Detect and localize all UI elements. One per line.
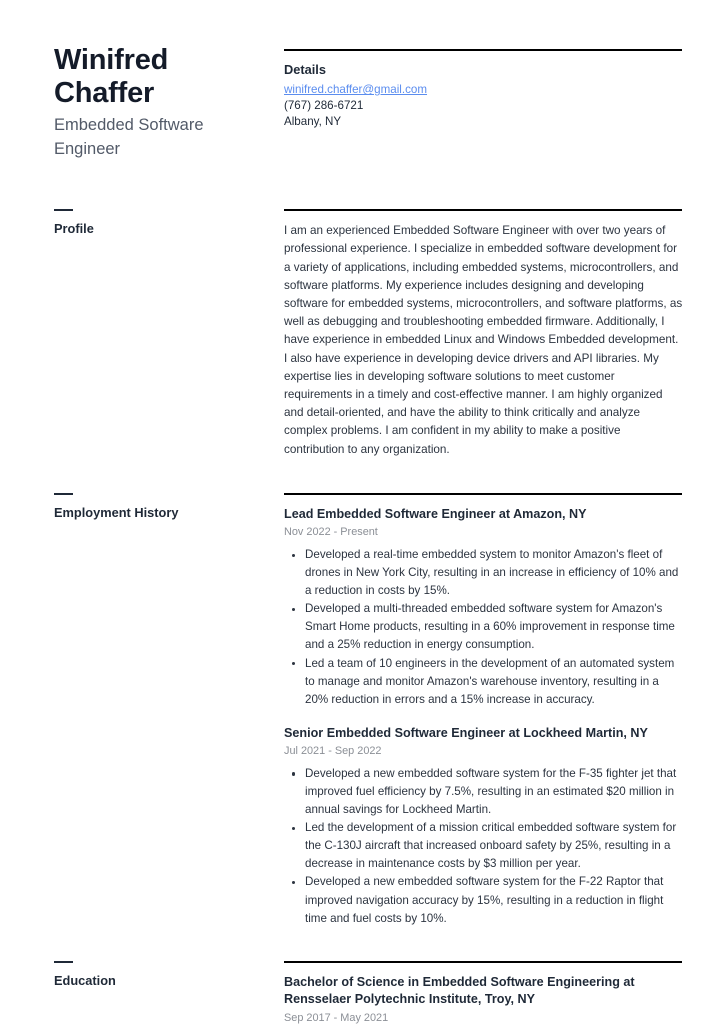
details-location: Albany, NY <box>284 114 342 128</box>
employment-divider <box>284 493 682 495</box>
details-divider <box>284 49 682 51</box>
list-item: Developed a multi-threaded embedded software system for Amazon's Smart Home products, resulting in a 60% improvement in response time and a 25% reduction in energy consumption. <box>284 600 684 654</box>
profile-sidebar-label <box>54 209 284 459</box>
employment-bullet-list <box>284 546 684 709</box>
education-sidebar-label <box>54 961 284 1026</box>
education-content <box>284 961 682 1026</box>
sidebar-item-label: Employment History <box>54 504 179 520</box>
dash-marker-icon <box>54 493 73 495</box>
header-identity <box>54 44 284 161</box>
profile-paragraph: I am an experienced Embedded Software Engineer with over two years of professional experience. I specialize in embedded software development for a variety of applications, including embedded systems, microcontrollers, and software platforms. My experience includes designing and developing software for embedded systems, microcontrollers, and software platforms, as well as debugging and troubleshooting embedded firmware. Additionally, I have experience in embedded Linux and Windows Embedded development. I also have experience in developing device drivers and API libraries. My expertise lies in developing software solutions to meet customer requirements in a timely and cost-effective manner. I am highly organized and detail-oriented, and have the ability to think critically and analyze complex problems. I am confident in my ability to make a positive contribution to any organization. <box>284 224 683 456</box>
details-phone: (767) 286-6721 <box>284 99 364 113</box>
education-divider <box>284 961 682 963</box>
sidebar-item-education <box>54 961 284 989</box>
sidebar-item-profile <box>54 209 284 237</box>
employment-content <box>284 493 684 928</box>
education-row <box>0 928 724 1026</box>
job-title-subheading: Embedded Software Engineer <box>54 116 204 158</box>
page-title <box>54 44 234 110</box>
employment-title: Senior Embedded Software Engineer at Lockheed Martin, NY <box>284 725 648 740</box>
employment-bullet-list <box>284 765 684 928</box>
employment-dates: Nov 2022 - Present <box>284 526 378 539</box>
education-title: Bachelor of Science in Embedded Software Engineering at Rensselaer Polytechnic Institute, Troy, NY <box>284 974 635 1007</box>
employment-row <box>0 459 724 928</box>
sidebar-item-label: Profile <box>54 221 94 236</box>
profile-row <box>0 161 724 459</box>
sidebar-item-employment-history <box>54 493 284 521</box>
list-item: Developed a new embedded software system for the F-35 fighter jet that improved fuel efficiency by 7.5%, resulting in an estimated $20 million in annual savings for Lockheed Martin. <box>284 765 684 819</box>
email-link[interactable]: winifred.chaffer@gmail.com <box>284 83 428 97</box>
dash-marker-icon <box>54 961 73 963</box>
education-dates: Sep 2017 - May 2021 <box>284 1011 389 1024</box>
list-item: Developed a new embedded software system for the F-22 Raptor that improved navigation accuracy by 15%, resulting in a reduction in flight time and fuel costs by 10%. <box>284 873 684 927</box>
resume-header-row <box>0 0 724 161</box>
details-email-row <box>284 80 682 98</box>
list-item: Developed a real-time embedded system to monitor Amazon's fleet of drones in New York City, resulting in an increase in efficiency of 10% and a reduction in costs by 15%. <box>284 546 684 600</box>
sidebar-item-label: Education <box>54 972 116 988</box>
profile-content <box>284 209 684 459</box>
employment-sidebar-label <box>54 493 284 928</box>
name-line-1: Winifred <box>54 44 169 76</box>
profile-divider <box>284 209 682 211</box>
employment-dates: Jul 2021 - Sep 2022 <box>284 744 382 757</box>
employment-title: Lead Embedded Software Engineer at Amazon, NY <box>284 507 587 522</box>
employment-entry <box>284 506 684 709</box>
details-section <box>284 44 682 161</box>
dash-marker-icon <box>54 209 73 211</box>
name-line-2: Chaffer <box>54 77 155 109</box>
employment-entry <box>284 725 684 928</box>
list-item: Led the development of a mission critical embedded software system for the C-130J aircraft that increased onboard safety by 25%, resulting in a decrease in maintenance costs by $3 million per year. <box>284 819 684 873</box>
list-item: Led a team of 10 engineers in the development of an automated system to manage and monitor Amazon's warehouse inventory, resulting in a 20% reduction in errors and a 15% increase in accuracy. <box>284 655 684 709</box>
details-heading: Details <box>284 62 326 78</box>
